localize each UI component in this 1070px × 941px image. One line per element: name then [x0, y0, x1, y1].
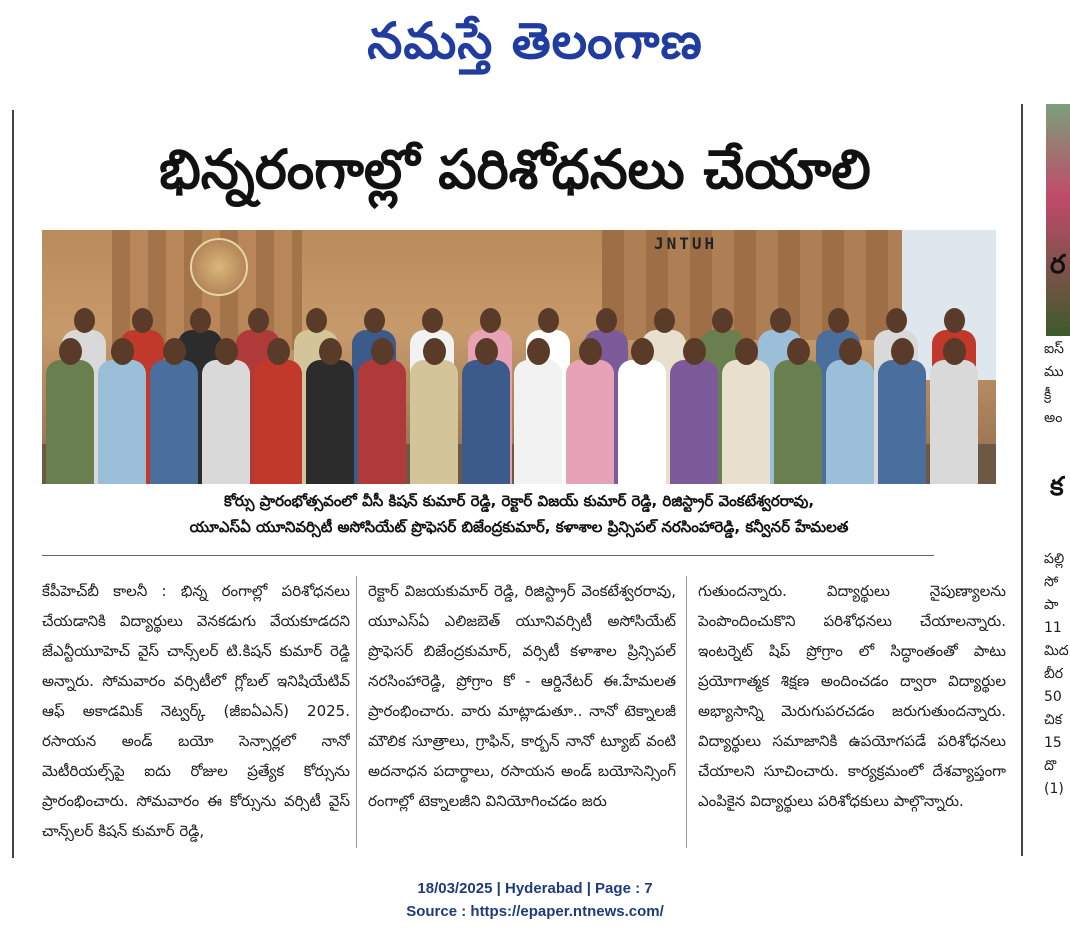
- photo-person-body: [826, 360, 874, 484]
- adjacent-article-line: బీర: [1044, 666, 1064, 682]
- photo-person-head: [364, 308, 385, 333]
- photo-person-head: [579, 338, 602, 365]
- photo-person-head: [475, 338, 498, 365]
- photo-person-body: [358, 360, 406, 484]
- photo-person-head: [422, 308, 443, 333]
- photo-person-head: [828, 308, 849, 333]
- photo-person-head: [527, 338, 550, 365]
- adjacent-article-line: (1): [1044, 781, 1064, 797]
- photo-person-body: [306, 360, 354, 484]
- caption-line-1: కోర్సు ప్రారంభోత్సవంలో వీసీ కిషన్ కుమార్ రెడ్డి, రెక్టార్ విజయ్ కుమార్ రెడ్డి, రిజిస్ట్రార్ వెంకటేశ్వరరావు,: [223, 492, 815, 510]
- photo-person-body: [722, 360, 770, 484]
- footer-date-line: 18/03/2025 | Hyderabad | Page : 7: [417, 880, 653, 897]
- photo-person-head: [111, 338, 134, 365]
- photo-person-head: [306, 308, 327, 333]
- photo-person-head: [712, 308, 733, 333]
- article-body-column-1: కేపీహెచ్‌బీ కాలనీ : భిన్న రంగాల్లో పరిశోధనలు చేయడానికి విద్యార్థులు వెనకడుగు వేయకూడదని జేఎన్టీయూహెచ్ వైస్ చాన్స్‌లర్ టి.కిషన్ కుమార్ రెడ్డి అన్నారు. సోమవారం వర్సిటీలో గ్లోబల్ ఇనిషియేటివ్ ఆఫ్ అకాడమిక్ నెట్వర్క్ (జీఐఏఎన్) 2025. రసాయన అండ్ బయో సెన్సార్లలో నానో మెటీరియల్స్‌పై ఐదు రోజుల ప్రత్యేక కోర్సును ప్రారంభించారు. సోమవారం ఈ కోర్సును వర్సిటీ వైస్ చాన్స్‌లర్ కిషన్ కుమార్ రెడ్డి,: [42, 582, 350, 840]
- adjacent-article-line: ము: [1044, 364, 1064, 380]
- footer-source-line: Source : https://epaper.ntnews.com/: [406, 903, 664, 920]
- photo-person-head: [190, 308, 211, 333]
- adjacent-article-line: మిద: [1044, 643, 1069, 659]
- photo-person-head: [654, 308, 675, 333]
- adjacent-article-line: 15: [1044, 735, 1062, 751]
- photo-person-body: [930, 360, 978, 484]
- photo-person-head: [683, 338, 706, 365]
- photo-wall-panel-right: [602, 230, 902, 340]
- adjacent-article-line: క్రీ: [1044, 387, 1052, 403]
- photo-person-body: [98, 360, 146, 484]
- adjacent-article-line: అం: [1044, 410, 1063, 426]
- photo-person-head: [944, 308, 965, 333]
- photo-person-body: [514, 360, 562, 484]
- photo-person-body: [462, 360, 510, 484]
- column-rule-right: [1021, 104, 1023, 856]
- column-rule-left: [12, 110, 14, 858]
- photo-person-head: [538, 308, 559, 333]
- photo-person-body: [202, 360, 250, 484]
- photo-person-head: [74, 308, 95, 333]
- column-divider: [356, 576, 357, 848]
- adjacent-article-line: 50: [1044, 689, 1062, 705]
- article-body-column-3: గుతుందన్నారు. విద్యార్థులు నైపుణ్యాలను పెంపొందించుకొని పరిశోధనలు చేయాలన్నారు. ఇంటర్నెట్ షిప్ ప్రోగ్రాం లో సిద్ధాంతంతో పాటు ప్రయోగాత్మక శిక్షణ అందించడం ద్వారా విద్యార్థుల అభ్యాసాన్ని మెరుగుపరచడం జరుగుతుందన్నారు. విద్యార్థులు సమాజానికి ఉపయోగపడే పరిశోధనలు చేయాలని సూచించారు. కార్యక్రమంలో దేశవ్యాప్తంగా ఎంపికైన విద్యార్థులు పరిశోధకులు పాల్గొన్నారు.: [698, 582, 1006, 810]
- photo-person-body: [566, 360, 614, 484]
- photo-person-head: [891, 338, 914, 365]
- adjacent-article-cropped: [1024, 100, 1070, 860]
- photo-person-head: [423, 338, 446, 365]
- photo-person-head: [480, 308, 501, 333]
- photo-person-body: [618, 360, 666, 484]
- adjacent-article-heading: ర: [1050, 250, 1066, 280]
- masthead-title: నమస్తే తెలంగాణ: [367, 12, 703, 70]
- photo-person-head: [267, 338, 290, 365]
- photo-person-body: [46, 360, 94, 484]
- photo-person-head: [319, 338, 342, 365]
- photo-person-head: [886, 308, 907, 333]
- article-headline: భిన్నరంగాల్లో పరిశోధనలు చేయాలి: [159, 138, 871, 201]
- photo-person-body: [670, 360, 718, 484]
- photo-person-body: [774, 360, 822, 484]
- university-seal-icon: [190, 238, 248, 296]
- adjacent-article-line: దొ: [1044, 758, 1057, 774]
- photo-person-head: [59, 338, 82, 365]
- adjacent-article-line: పా: [1044, 597, 1059, 613]
- photo-person-body: [150, 360, 198, 484]
- photo-person-body: [254, 360, 302, 484]
- adjacent-article-heading-2: క: [1050, 472, 1064, 502]
- caption-divider: [42, 555, 934, 556]
- photo-person-head: [735, 338, 758, 365]
- adjacent-article-line: 11: [1044, 620, 1062, 636]
- caption-line-2: యూఎస్ఏ యూనివర్సిటీ అసోసియేట్ ప్రొఫెసర్ బిజేంద్రకుమార్, కళాశాల ప్రిన్సిపల్ నరసింహారెడ్డి, కన్వీనర్ హేమలత: [189, 518, 849, 536]
- photo-person-head: [770, 308, 791, 333]
- photo-person-head: [371, 338, 394, 365]
- photo-person-head: [787, 338, 810, 365]
- column-divider: [686, 576, 687, 848]
- adjacent-article-line: ఐస్: [1044, 341, 1065, 357]
- adjacent-article-line: చిక: [1044, 712, 1063, 728]
- photo-person-head: [943, 338, 966, 365]
- photo-wall-sign: JNTUH: [654, 234, 718, 253]
- page-footer: [0, 877, 1070, 923]
- article-photo: [42, 230, 996, 484]
- photo-caption: [42, 488, 996, 550]
- photo-person-head: [215, 338, 238, 365]
- photo-person-head: [596, 308, 617, 333]
- photo-person-head: [163, 338, 186, 365]
- photo-person-head: [248, 308, 269, 333]
- photo-person-head: [839, 338, 862, 365]
- adjacent-article-line: పల్లి: [1044, 551, 1065, 567]
- photo-person-head: [132, 308, 153, 333]
- photo-person-body: [410, 360, 458, 484]
- adjacent-article-line: సో: [1044, 574, 1059, 590]
- photo-person-head: [631, 338, 654, 365]
- adjacent-article-photo: [1046, 104, 1070, 336]
- article-body-column-2: రెక్టార్ విజయకుమార్ రెడ్డి, రిజిస్ట్రార్ వెంకటేశ్వరరావు, యూఎస్ఏ ఎలిజబెత్ యూనివర్సిటీ అసోసియేట్ ప్రొఫెసర్ బిజేంద్రకుమార్, వర్సిటీ కళాశాల ప్రిన్సిపల్ నరసింహారెడ్డి, ప్రోగ్రాం కో - ఆర్డినేటర్ ఈ.హేమలత ప్రారంభించారు. వారు మాట్లాడుతూ.. నానో టెక్నాలజీ మౌలిక సూత్రాలు, గ్రాఫిన్, కార్బన్ నానో ట్యూబ్ వంటి అదనాధన పదార్థాలు, రసాయన అండ్ బయోసెన్సింగ్ రంగాల్లో టెక్నాలజీని వినియోగించడం జరు: [368, 582, 676, 810]
- photo-person-body: [878, 360, 926, 484]
